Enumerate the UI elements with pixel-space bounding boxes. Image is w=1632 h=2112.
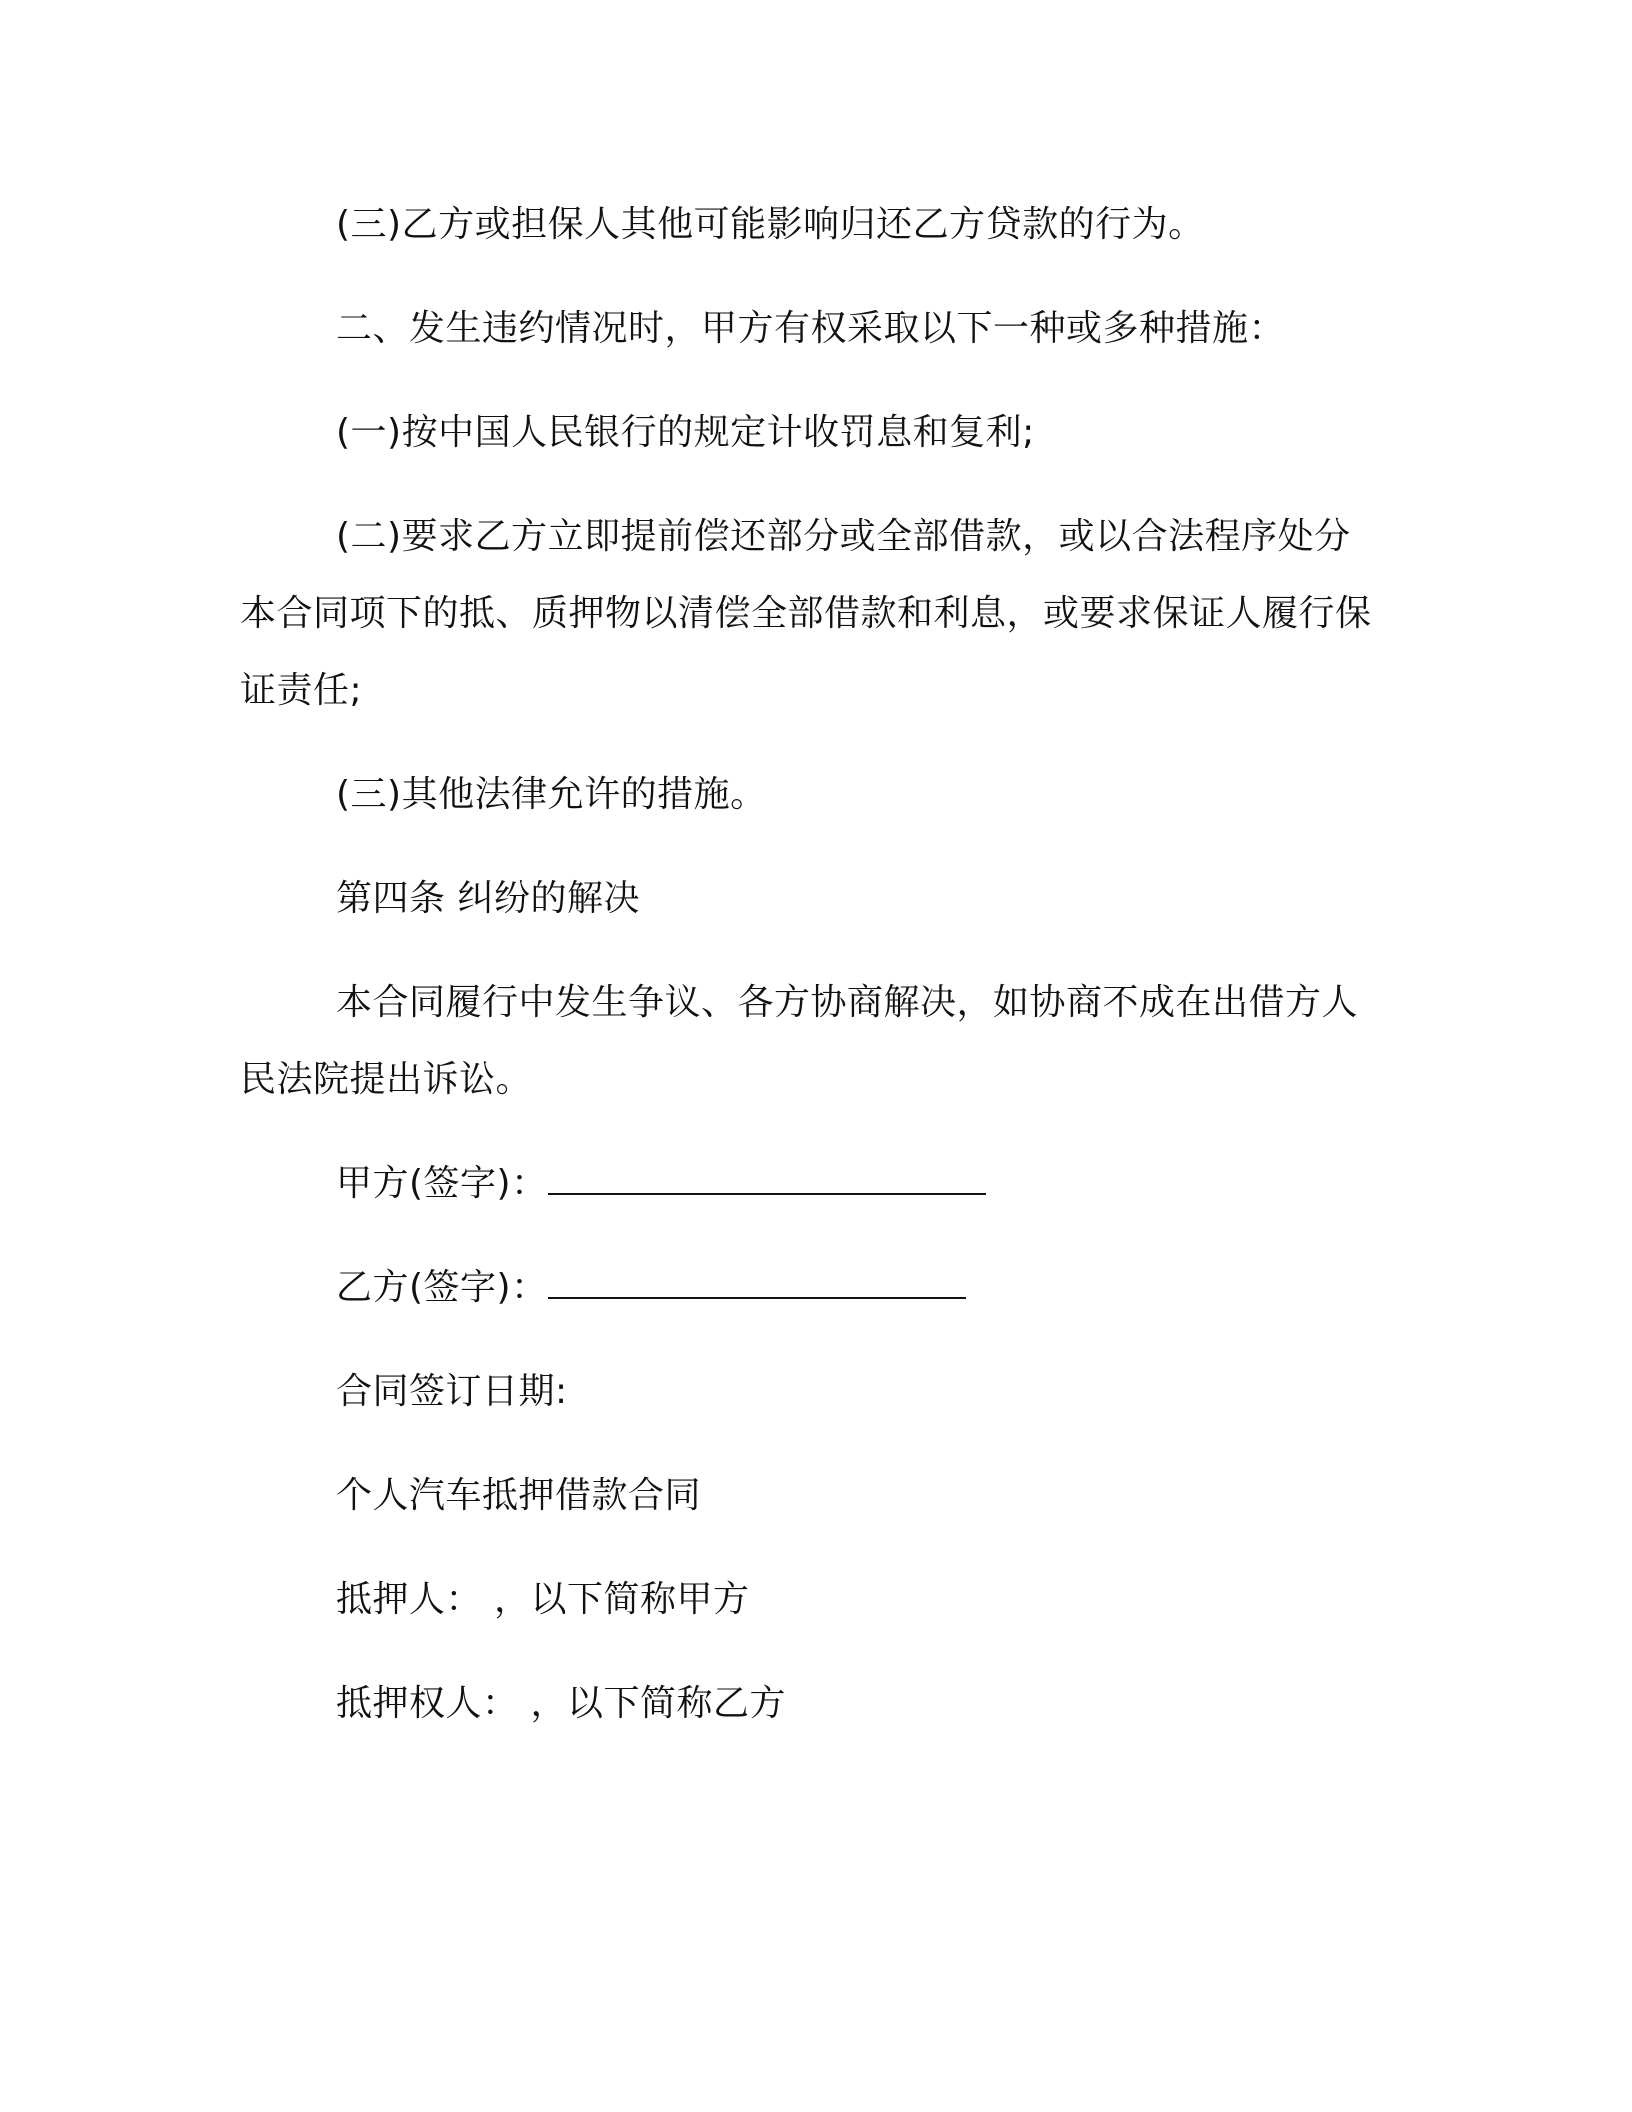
paragraph-dispute-resolution: 本合同履行中发生争议、各方协商解决，如协商不成在出借方人民法院提出诉讼。 bbox=[240, 982, 1359, 1100]
paragraph-remedy-3: (三)其他法律允许的措施。 bbox=[336, 774, 767, 815]
signature-line-party-b bbox=[240, 1249, 1380, 1326]
signature-label-party-b: 乙方(签字)： bbox=[336, 1267, 548, 1308]
second-contract-title: 个人汽车抵押借款合同 bbox=[336, 1475, 702, 1516]
signature-blank-party-a bbox=[548, 1163, 986, 1195]
paragraph-remedy-1: (一)按中国人民银行的规定计收罚息和复利; bbox=[336, 412, 1035, 453]
article-4-heading: 第四条 纠纷的解决 bbox=[336, 878, 640, 919]
signature-blank-party-b bbox=[548, 1267, 966, 1299]
mortgagee-line: 抵押权人： ，以下简称乙方 bbox=[336, 1683, 786, 1724]
paragraph-remedies-heading: 二、发生违约情况时，甲方有权采取以下一种或多种措施： bbox=[336, 308, 1286, 349]
document-body bbox=[240, 186, 1380, 1742]
paragraph-remedy-2: (二)要求乙方立即提前偿还部分或全部借款，或以合法程序处分本合同项下的抵、质押物以清偿全部借款和利息，或要求保证人履行保证责任; bbox=[240, 516, 1372, 711]
paragraph-breach-item-3: (三)乙方或担保人其他可能影响归还乙方贷款的行为。 bbox=[336, 204, 1205, 245]
sign-date-label: 合同签订日期: bbox=[336, 1371, 568, 1412]
signature-label-party-a: 甲方(签字)： bbox=[336, 1163, 548, 1204]
mortgagor-line: 抵押人： ，以下简称甲方 bbox=[336, 1579, 750, 1620]
signature-line-party-a bbox=[240, 1145, 1380, 1222]
